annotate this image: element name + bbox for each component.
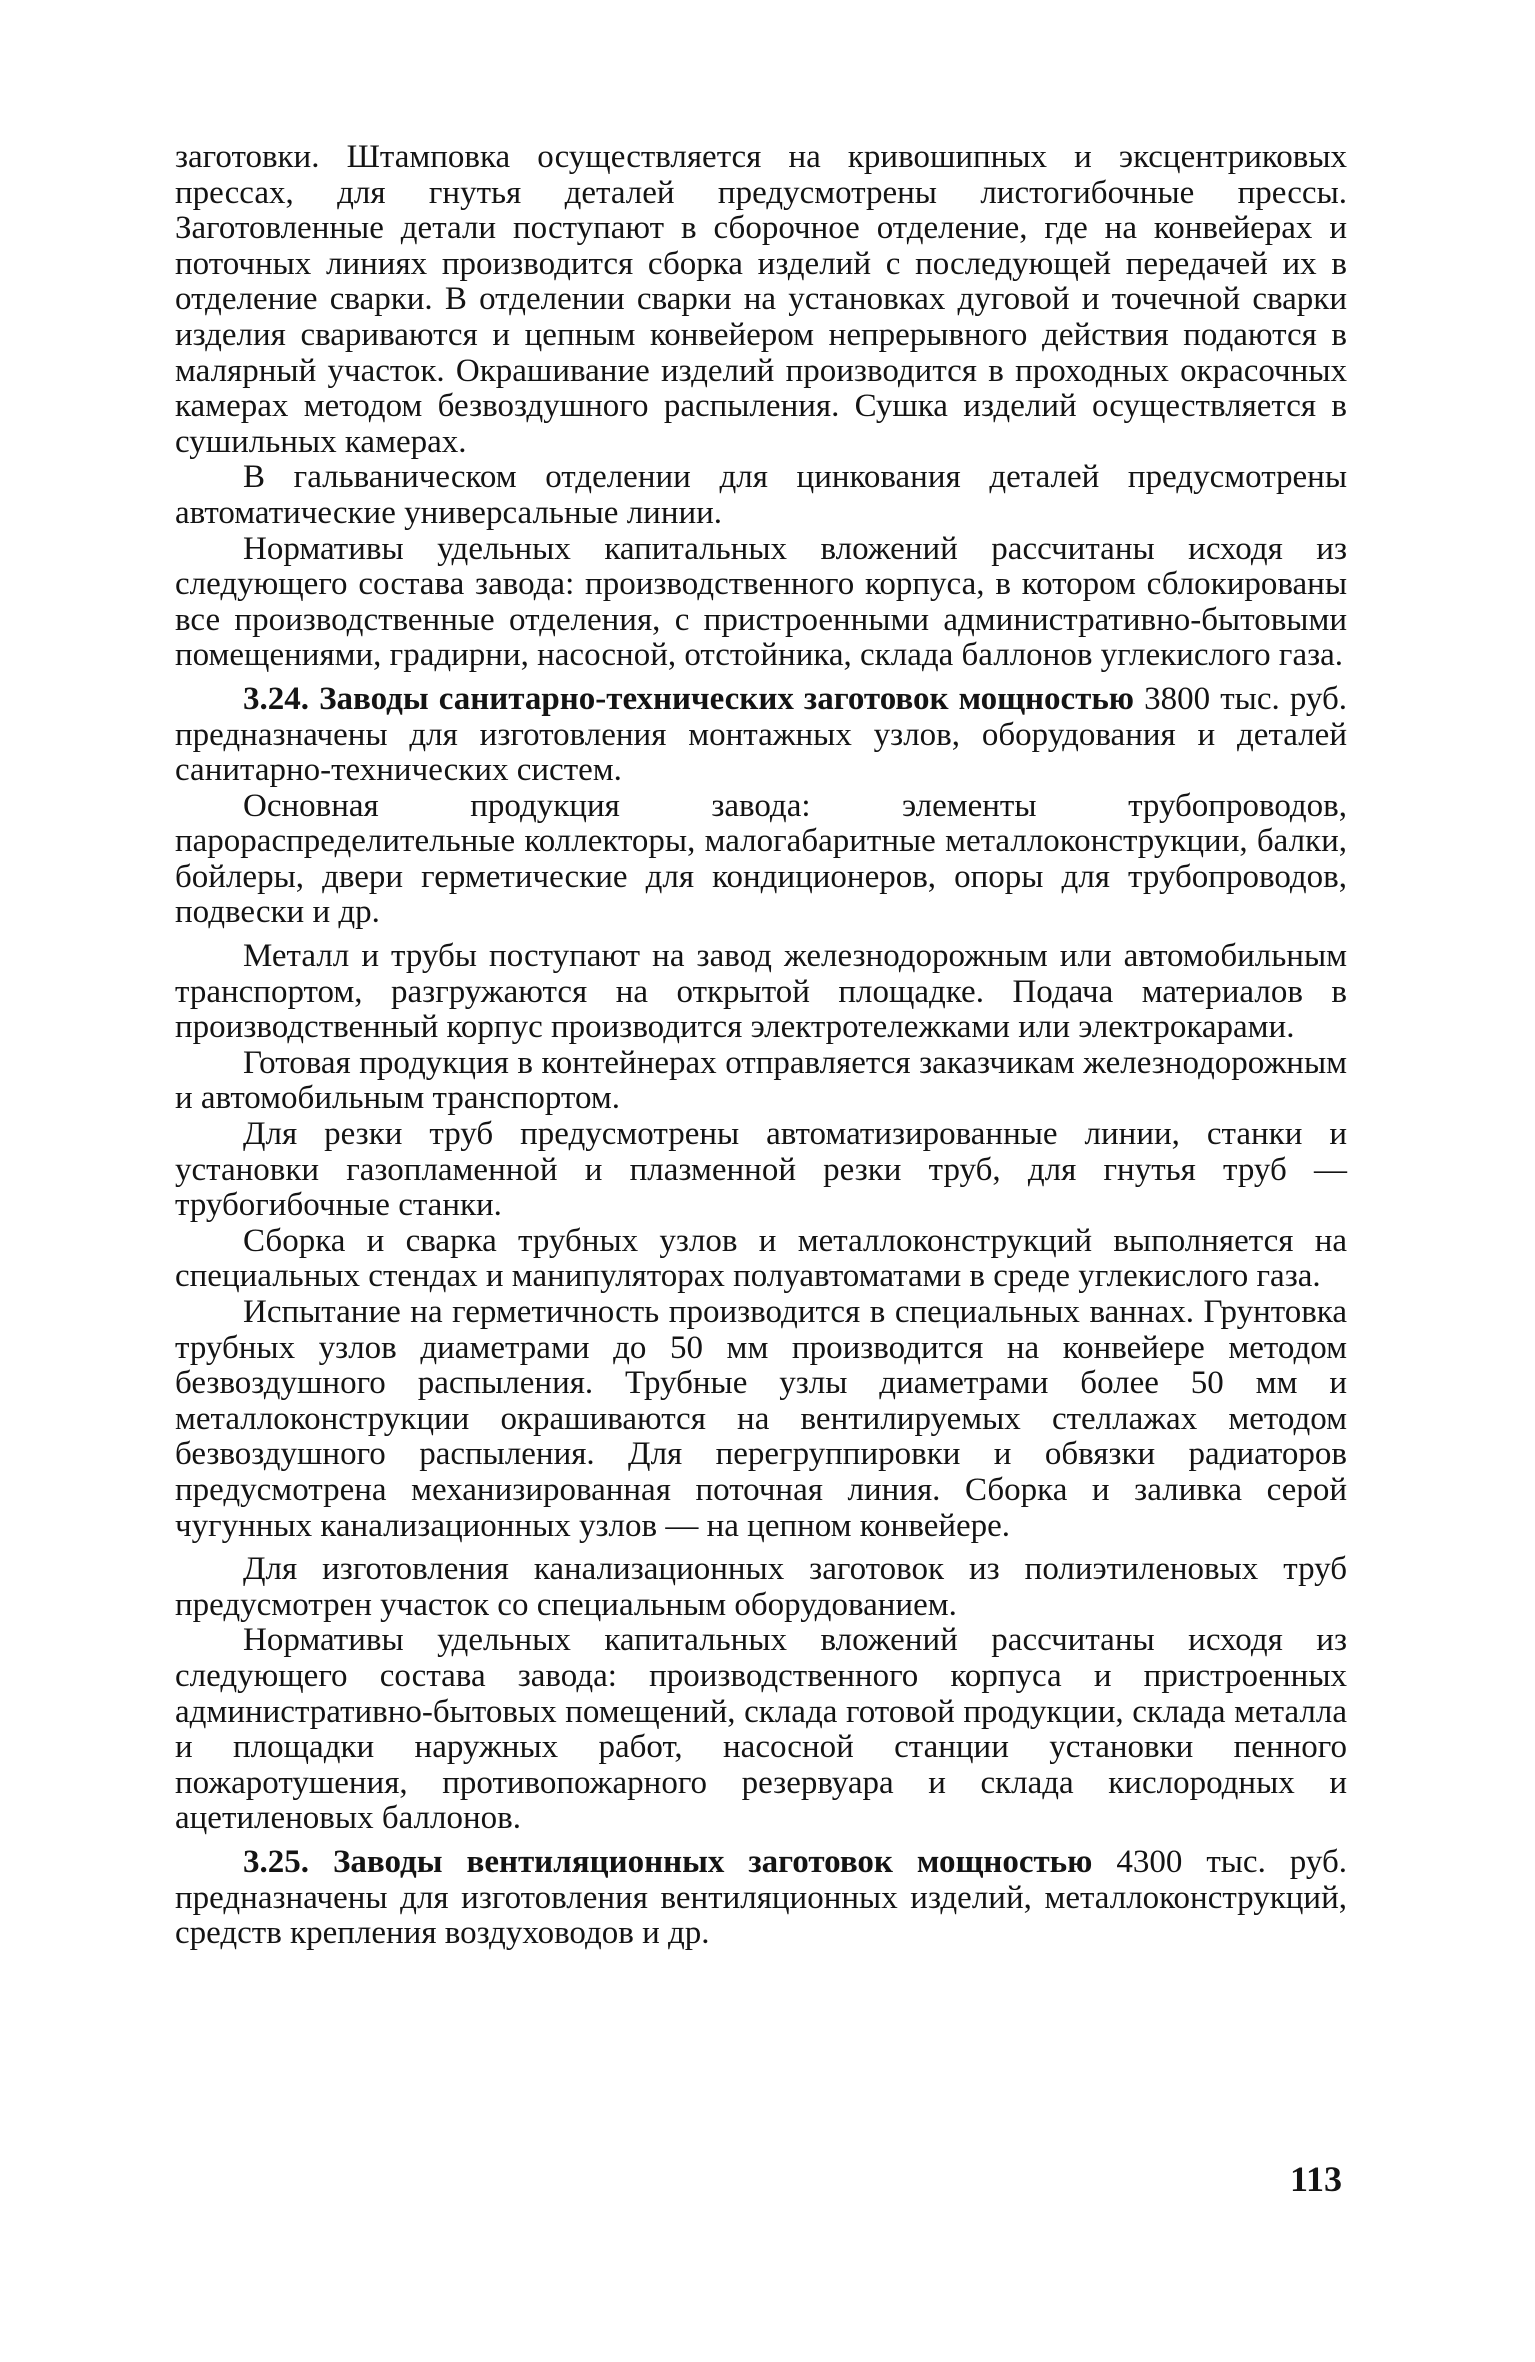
page-number: 113 [1289, 2159, 1342, 2199]
section-3-24-heading: 3.24. Заводы санитарно-технических заготовок мощностью 3800 тыс. руб. предназначены для изготовления монтажных узлов, оборудования и деталей санитарно-технических систем. [175, 680, 1347, 789]
paragraph-stamping-process: заготовки. Штамповка осуществляется на кривошипных и эксцентриковых прессах, для гнутья деталей предусмотрены листогибочные прессы. Заготовленные детали поступают в сборочное отделение, где на конвейерах и поточных линиях производится сборка изделий с последующей передачей их в отделение сварки. В отделении сварки на установках дуговой и точечной сварки изделия свариваются и цепным конвейером непрерывного действия подаются в малярный участок. Окрашивание изделий производится в проходных окрасочных камерах методом безвоздушного распыления. Сушка изделий осуществляется в сушильных камерах. [175, 139, 1347, 460]
paragraph-galvanic-department: В гальваническом отделении для цинкования деталей предусмотрены автоматические универсальные линии. [175, 459, 1347, 531]
paragraph-assembly-welding: Сборка и сварка трубных узлов и металлоконструкций выполняется на специальных стендах и манипуляторах полуавтоматами в среде углекислого газа. [175, 1222, 1347, 1295]
paragraph-investment-norms-1: Нормативы удельных капитальных вложений рассчитаны исходя из следующего состава завода: производственного корпуса, в котором сблокированы все производственные отделения, с пристроенными административно-бытовыми помещениями, градирни, насосной, отстойника, склада баллонов углекислого газа. [175, 530, 1347, 674]
paragraph-metal-delivery: Металл и трубы поступают на завод железнодорожным или автомобильным транспортом, разгружаются на открытой площадке. Подача материалов в производственный корпус производится электротележками или электрокарами. [175, 938, 1347, 1046]
paragraph-polyethylene-pipes: Для изготовления канализационных заготовок из полиэтиленовых труб предусмотрен участок со специальным оборудованием. [175, 1551, 1347, 1623]
paragraph-tightness-testing: Испытание на герметичность производится в специальных ваннах. Грунтовка трубных узлов диаметрами до 50 мм производится на конвейере методом безвоздушного распыления. Трубные узлы диаметрами более 50 мм и металлоконструкции окрашиваются на вентилируемых стеллажах методом безвоздушного распыления. Для перегруппировки и обвязки радиаторов предусмотрена механизированная поточная линия. Сборка и заливка серой чугунных канализационных узлов — на цепном конвейере. [175, 1294, 1347, 1544]
paragraph-investment-norms-2: Нормативы удельных капитальных вложений рассчитаны исходя из следующего состава завода: производственного корпуса и пристроенных административно-бытовых помещений, склада готовой продукции, склада металла и площадки наружных работ, насосной станции установки пенного пожаротушения, противопожарного резервуара и склада кислородных и ацетиленовых баллонов. [175, 1622, 1347, 1837]
section-3-25-title: 3.25. Заводы вентиляционных заготовок мощностью [243, 1843, 1093, 1880]
paragraph-main-products: Основная продукция завода: элементы трубопроводов, парораспределительные коллекторы, малогабаритные металлоконструкции, балки, бойлеры, двери герметические для кондиционеров, опоры для трубопроводов, подвески и др. [175, 787, 1347, 931]
paragraph-pipe-cutting: Для резки труб предусмотрены автоматизированные линии, станки и установки газопламенной и плазменной резки труб, для гнутья труб — трубогибочные станки. [175, 1116, 1347, 1224]
page-body [175, 140, 1347, 1952]
section-3-25-heading: 3.25. Заводы вентиляционных заготовок мощностью 4300 тыс. руб. предназначены для изготовления вентиляционных изделий, металлоконструкций, средств крепления воздуховодов и др. [175, 1843, 1347, 1952]
section-3-24-title: 3.24. Заводы санитарно-технических заготовок мощностью [243, 680, 1135, 717]
paragraph-finished-products: Готовая продукция в контейнерах отправляется заказчикам железнодорожным и автомобильным транспортом. [175, 1044, 1347, 1117]
